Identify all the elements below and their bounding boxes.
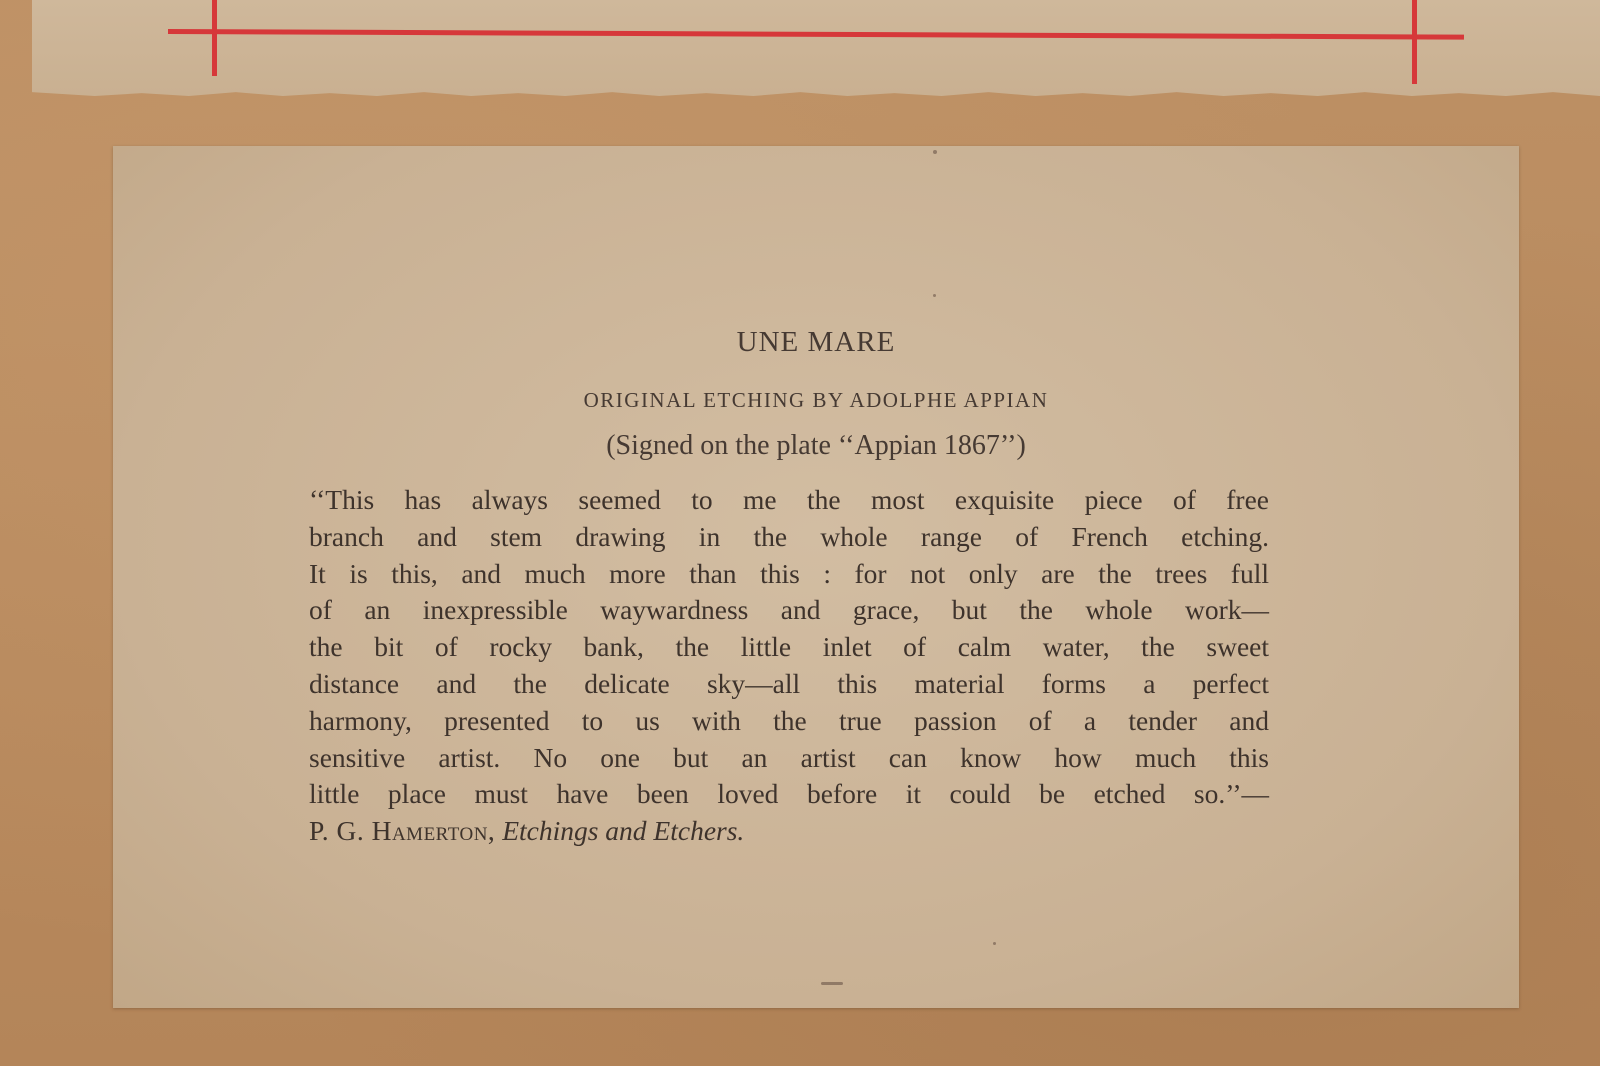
quote-line: little place must have been loved before it could be etched so.’’— [309,778,1269,810]
card-subtitle: ORIGINAL ETCHING BY ADOLPHE APPIAN [583,388,1049,412]
red-vertical-rule-right [1412,0,1417,84]
quote-line: ‘‘This has always seemed to me the most exquisite piece of free [309,484,1269,515]
paper-speck [933,294,936,297]
card-title: UNE MARE [736,326,896,358]
quote-line: sensitive artist. No one but an artist can know how much this [309,741,1269,773]
printed-card [113,146,1519,1008]
quote-line: It is this, and much more than this : for not only are the trees full [309,557,1269,589]
paper-speck [993,942,996,945]
attribution-work: Etchings and Etchers. [502,815,745,847]
red-vertical-rule-left [212,0,217,76]
quote-block [309,482,1269,850]
top-paper-strip [32,0,1600,96]
quote-line: the bit of rocky bank, the little inlet of calm water, the sweet [309,631,1269,663]
quote-line: branch and stem drawing in the whole range of French etching. [309,520,1269,552]
paper-speck [821,982,843,985]
paper-speck [933,150,937,154]
attribution [309,813,1269,850]
signature-note: (Signed on the plate ‘‘Appian 1867’’) [606,430,1026,461]
quote-line: of an inexpressible waywardness and grace, but the whole work— [309,594,1269,626]
quote-line: harmony, presented to us with the true passion of a tender and [309,704,1269,736]
attribution-author: P. G. Hamerton, [309,815,496,847]
quote-line: distance and the delicate sky—all this material forms a perfect [309,667,1269,699]
